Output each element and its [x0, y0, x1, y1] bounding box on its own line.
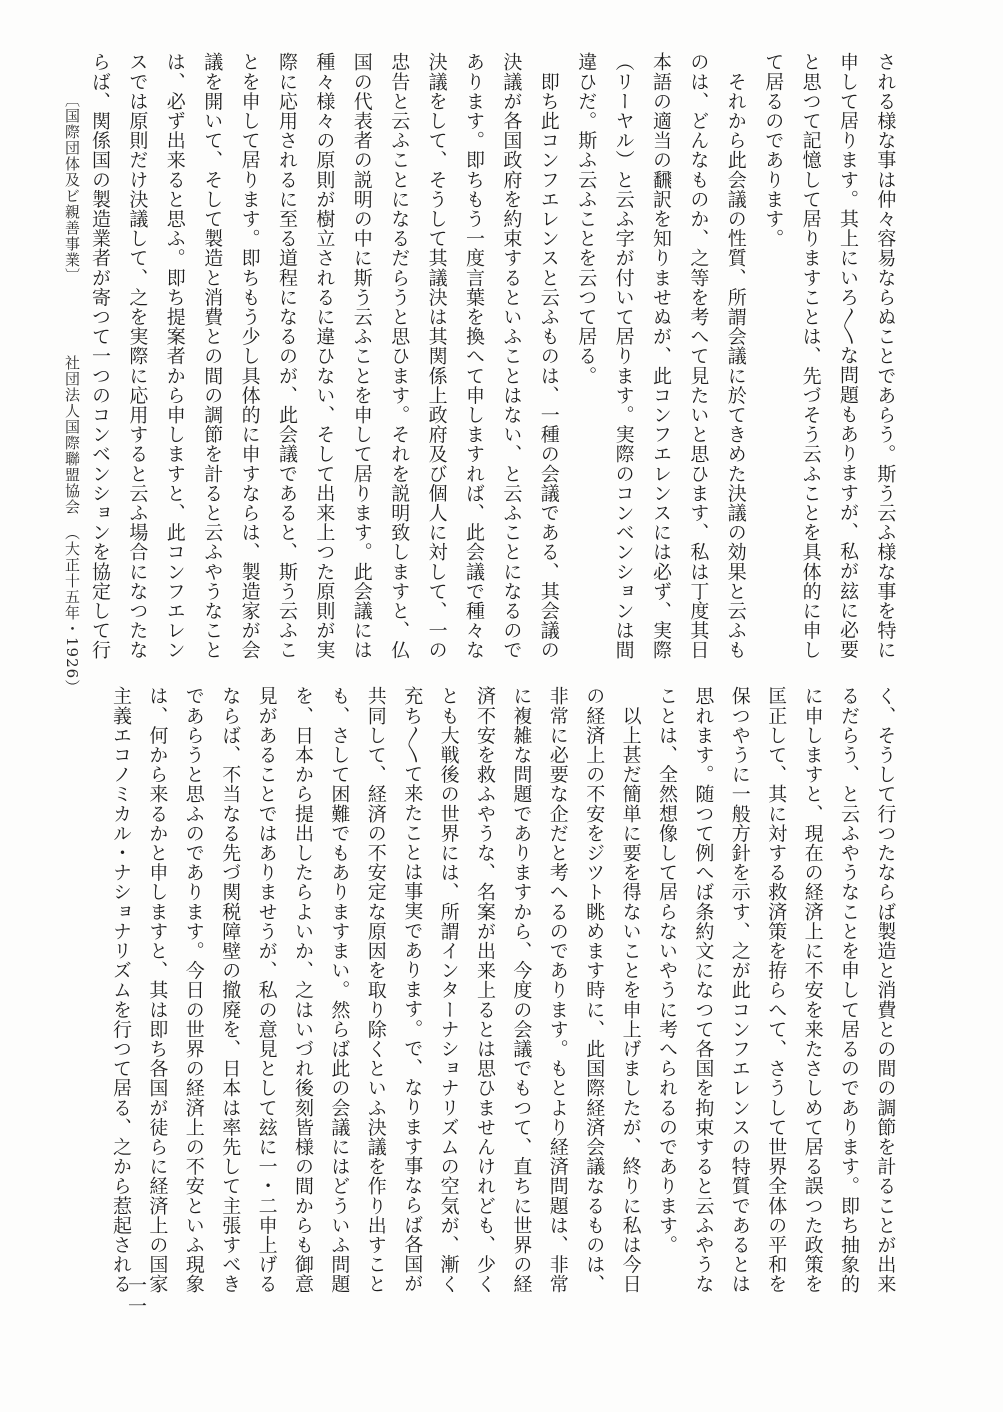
text-column: の経済上の不安をジツト眺めます時に、此国際経済会議なるものは、: [583, 686, 606, 1294]
text-column: スでは原則だけ決議して、之を実際に応用すると云ふ場合になつたな: [126, 52, 149, 660]
text-column: 主義エコノミカル・ナショナリズムを行つて居る、之から惹起される: [109, 686, 132, 1294]
footer-date: （大正十五年・1926）: [63, 525, 81, 696]
text-column: ならば、不当なる先づ関税障壁の撤廃を、日本は率先して主張すべき: [219, 686, 242, 1294]
text-column: 見があることではありませうが、私の意見として玆に一・二申上げる: [255, 686, 278, 1294]
text-column: らば、関係国の製造業者が寄つて一つのコンベンションを協定して行: [88, 52, 111, 660]
text-column: 非常に必要な企だと考へるのであります。もとより経済問題は、非常: [546, 686, 569, 1294]
text-column: 決議が各国政府を約束するといふことはない、と云ふことになるので: [500, 52, 523, 660]
text-column: とを申して居ります。即ちもう少し具体的に申すならは、製造家が会: [238, 52, 261, 660]
text-column: ことは、全然想像して居らないやうに考へられるのであります。: [655, 686, 678, 1255]
text-column: も、さして困難でもありますまい。然らば此の会議にはどういふ問題: [328, 686, 351, 1294]
text-column: 即ち此コンフエレンスと云ふものは、一種の会議である、其会議の: [537, 52, 560, 660]
text-column: て居るのであります。: [762, 52, 785, 248]
text-column: 国の代表者の説明の中に斯う云ふことを申して居ります。此会議には: [350, 52, 373, 660]
text-column: く、そうして行つたならば製造と消費との間の調節を計ることが出来: [874, 686, 897, 1294]
text-column: 本語の適当の飜訳を知りませぬが、此コンフエレンスには必ず、実際: [649, 52, 672, 660]
text-column: 決議をして、そうして其議決は其関係上政府及び個人に対して、一の: [425, 52, 448, 660]
text-column: のは、どんなものか、之等を考へて見たいと思ひます、私は丁度其日: [687, 52, 710, 660]
text-column: 保つやうに一般方針を示す、之が此コンフエレンスの特質であるとは: [728, 686, 751, 1294]
text-column: される様な事は仲々容易ならぬことであらう。斯う云ふ様な事を特に: [874, 52, 897, 660]
text-column: 違ひだ。斯ふ云ふことを云つて居る。: [575, 52, 598, 386]
text-column: 思れます。随つて例へば条約文になつて各国を拘束すると云ふやうな: [692, 686, 715, 1294]
text-column: に複雑な問題でありますから、今度の会議でもつて、直ちに世界の経: [510, 686, 533, 1294]
text-column: あります。即ちもう一度言葉を換へて申しますれば、此会議で種々な: [462, 52, 485, 660]
text-column: 充ち〳〵て来たことは事実であります。で、なります事ならば各国が: [401, 686, 424, 1293]
text-column: るだらう、と云ふやうなことを申して居るのであります。即ち抽象的: [837, 686, 860, 1294]
text-column: に申しますと、現在の経済上に不安を来たさしめて居る誤つた政策を: [801, 686, 824, 1294]
text-column: （リーヤル）と云ふ字が付いて居ります。実際のコンベンションは間: [612, 52, 635, 660]
text-column: 申して居ります。其上にいろ〳〵な問題もありますが、私が玆に必要: [836, 52, 859, 659]
text-column: を、日本から提出したらよいか、之はいづれ後刻皆様の間からも御意: [291, 686, 314, 1294]
text-column: 共同して、経済の不安定な原因を取り除くといふ決議を作り出すこと: [364, 686, 387, 1294]
text-column: とも大戦後の世界には、所謂インターナショナリズムの空気が、漸く: [437, 686, 460, 1294]
text-column: 種々様々の原則が樹立されるに違ひない、そして出来上つた原則が実: [313, 52, 336, 660]
text-column: 際に応用されるに至る道程になるのが、此会議であると、斯う云ふこ: [275, 52, 298, 660]
text-column: それから此会議の性質、所謂会議に於てきめた決議の効果と云ふも: [724, 52, 747, 660]
text-column: 以上甚だ簡単に要を得ないことを申上げましたが、終りに私は今日: [619, 686, 642, 1294]
footer-section-title: 〔国際団体及ビ親善事業〕: [63, 92, 81, 284]
text-column: 忠告と云ふことになるだらうと思ひます。それを説明致しますと、仏: [388, 52, 411, 660]
text-column: 議を開いて、そして製造と消費との間の調節を計ると云ふやうなこと: [201, 52, 224, 660]
text-column: 済不安を救ふやうな、名案が出来上るとは思ひませんけれども、少く: [473, 686, 496, 1294]
footer-publisher: 社団法人国際聯盟協会: [63, 355, 81, 515]
text-column: 匡正して、其に対する救済策を拵らへて、さうして世界全体の平和を: [765, 686, 788, 1294]
text-column: は、必ず出来ると思ふ。即ち提案者から申しますと、此コンフエレン: [163, 52, 186, 660]
text-column: であらうと思ふのであります。今日の世界の経済上の不安といふ現象: [182, 686, 205, 1294]
text-column: は、何から来るかと申しますと、其は即ち各国が徒らに経済上の国家: [146, 686, 169, 1294]
text-column: と思つて記憶して居りますことは、先づそう云ふことを具体的に申し: [799, 52, 822, 660]
page-number: 一一: [125, 1275, 147, 1317]
